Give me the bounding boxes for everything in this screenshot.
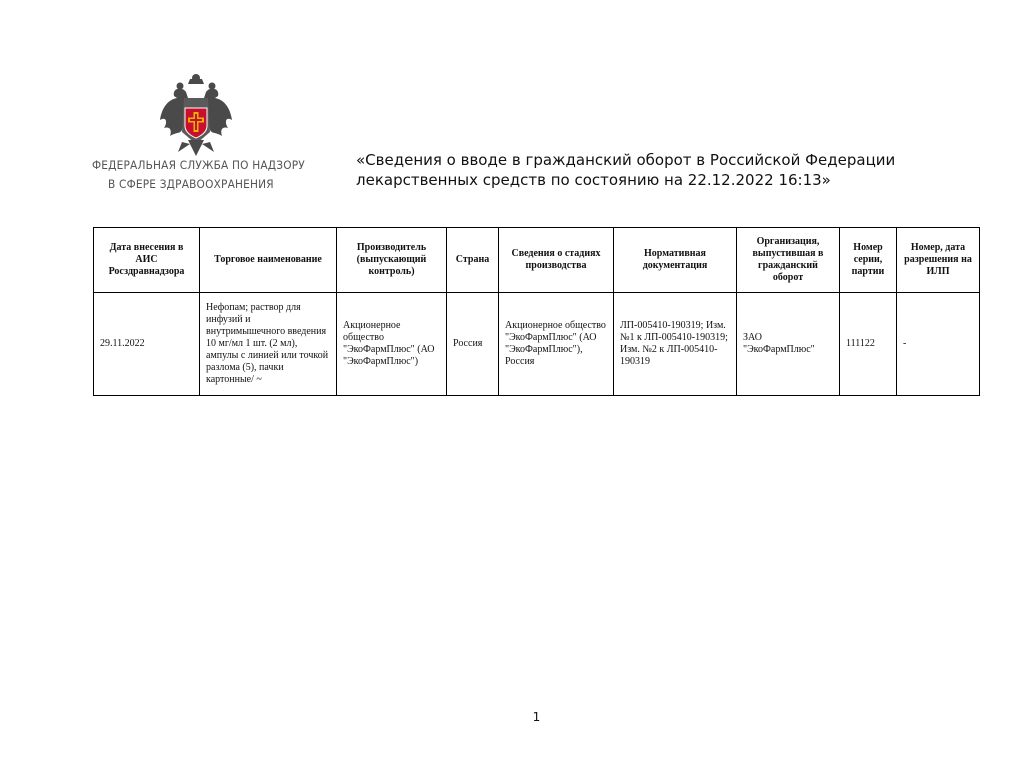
cell-date: 29.11.2022 xyxy=(94,293,200,396)
cell-regulatory-docs: ЛП-005410-190319; Изм. №1 к ЛП-005410-190319; Изм. №2 к ЛП-005410-190319 xyxy=(614,293,737,396)
agency-name xyxy=(92,156,305,194)
drug-registry-table xyxy=(93,227,980,396)
page-number: 1 xyxy=(532,710,541,724)
column-header-country: Страна xyxy=(447,228,499,293)
cell-trade-name: Нефопам; раствор для инфузий и внутримышечного введения 10 мг/мл 1 шт. (2 мл), ампулы с линией или точкой разлома (5), пачки картонные/ ~ xyxy=(200,293,337,396)
agency-name-line2: В СФЕРЕ ЗДРАВООХРАНЕНИЯ xyxy=(108,177,274,191)
column-header-date: Дата внесения в АИС Росздравнадзора xyxy=(94,228,200,293)
cell-ilp-permit: - xyxy=(897,293,980,396)
column-header-regulatory-docs: Нормативная документация xyxy=(614,228,737,293)
column-header-manufacturer: Производитель (выпускающий контроль) xyxy=(337,228,447,293)
column-header-organization: Организация, выпустившая в гражданский оборот xyxy=(737,228,840,293)
document-title xyxy=(356,150,916,190)
document-title-line2: лекарственных средств по состоянию на 22.12.2022 16:13» xyxy=(356,171,831,189)
cell-batch-number: 111122 xyxy=(840,293,897,396)
cell-manufacturer: Акционерное общество "ЭкоФармПлюс" (АО "ЭкоФармПлюс") xyxy=(337,293,447,396)
table-row xyxy=(94,293,980,396)
cell-production-stages: Акционерное общество "ЭкоФармПлюс" (АО "ЭкоФармПлюс"), Россия xyxy=(499,293,614,396)
table-header-row xyxy=(94,228,980,293)
column-header-trade-name: Торговое наименование xyxy=(200,228,337,293)
column-header-ilp-permit: Номер, дата разрешения на ИЛП xyxy=(897,228,980,293)
double-headed-eagle-emblem-icon xyxy=(158,72,234,158)
cell-organization: ЗАО "ЭкоФармПлюс" xyxy=(737,293,840,396)
cell-country: Россия xyxy=(447,293,499,396)
column-header-production-stages: Сведения о стадиях производства xyxy=(499,228,614,293)
agency-name-line1: ФЕДЕРАЛЬНАЯ СЛУЖБА ПО НАДЗОРУ xyxy=(92,158,305,172)
column-header-batch-number: Номер серии, партии xyxy=(840,228,897,293)
document-title-line1: «Сведения о вводе в гражданский оборот в Российской Федерации xyxy=(356,151,896,169)
